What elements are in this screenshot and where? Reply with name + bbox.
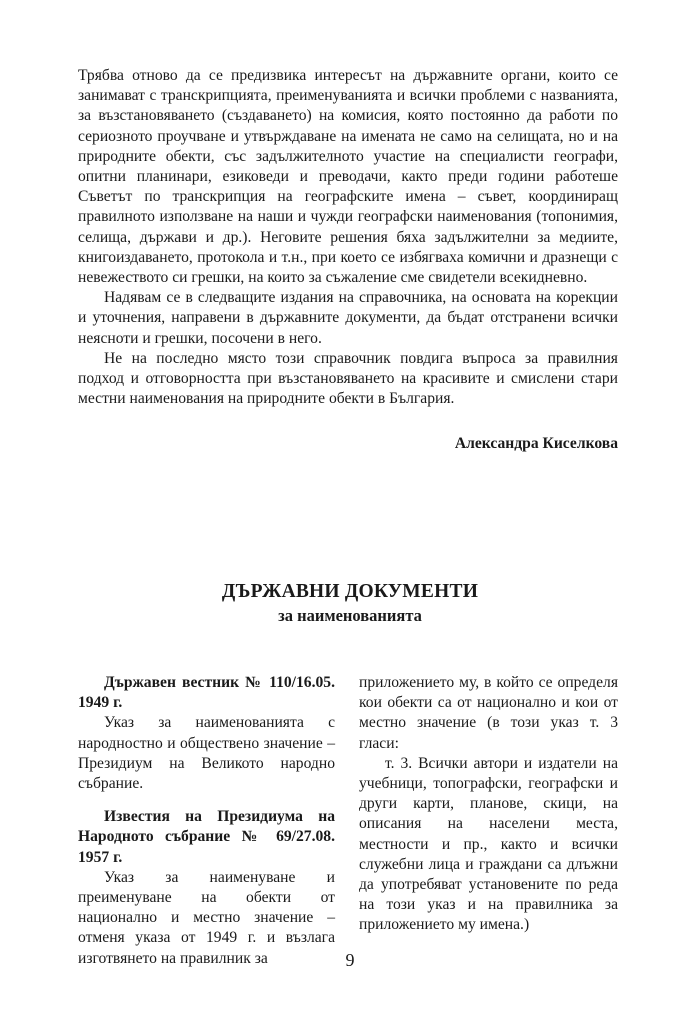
paragraph-gap (78, 794, 335, 807)
intro-paragraph-1: Трябва отново да се предизвика интересът на държавните органи, които се занимават с транскрипцията, преименуванията и всички проблеми с названията, за възстановяването (създаването) на комисия, която постоянно да работи по сериозното проучване и утвърждаване на имената не само на селищата, но и на природните обекти, със задължителното участие на специалисти географи, опитни планинари, езиковеди и преводачи, както преди години работеше Съветът по транскрипция на географските имена – съвет, координиращ правилното използване на наши и чужди географски наименования (топонимия, селища, държави и др.). Неговите решения бяха задължителни за медиите, книгоиздаването, протокола и т.н., при което се избягваха комични и дразнещи с невежеството си грешки, на които за съжаление сме свидетели всекидневно. (78, 67, 618, 287)
document-heading-1: Държавен вестник № 110/16.05. 1949 г. (78, 674, 335, 712)
left-column (78, 673, 335, 969)
section-subtitle: за наименованията (278, 606, 422, 625)
document-text-2: Указ за наименуване и преименуване на обекти от национално и местно значение – отменя указа от 1949 г. и възлага изготвянето на правилник за (78, 868, 335, 967)
document-heading-2: Известия на Президиума на Народното събрание № 69/27.08. 1957 г. (78, 808, 335, 866)
intro-paragraph-2: Надявам се в следващите издания на справочника, на основата на корекции и уточнения, направени в държавните документи, да бъдат отстранени всички неясноти и грешки, посочени в него. (78, 289, 618, 347)
author-signature: Александра Киселкова (454, 435, 618, 452)
document-text-1: Указ за наименованията с народностно и обществено значение – Президиум на Великото народно събрание. (78, 714, 335, 793)
decree-quote: т. 3. Всички автори и издатели на учебници, топографски, географски и други карти, планове, скици, на описания на населени места, местности и пр., както и всички служебни лица и граждани са длъжни да употребяват установените по реда на този указ и на правилника за приложението му имена.) (359, 754, 618, 934)
document-text-2-continuation: приложението му, в който се определя кои обекти са от национално и кои от местно значение (в този указ т. 3 гласи: (359, 674, 618, 752)
section-title: ДЪРЖАВНИ ДОКУМЕНТИ (221, 581, 479, 602)
right-column (359, 673, 618, 936)
intro-section (78, 66, 618, 409)
page-number: 9 (345, 950, 355, 970)
intro-paragraph-3: Не на последно място този справочник повдига въпроса за правилния подход и отговорността при възстановяването на красивите и смислени стари местни наименования на природните обекти в България. (78, 349, 618, 408)
